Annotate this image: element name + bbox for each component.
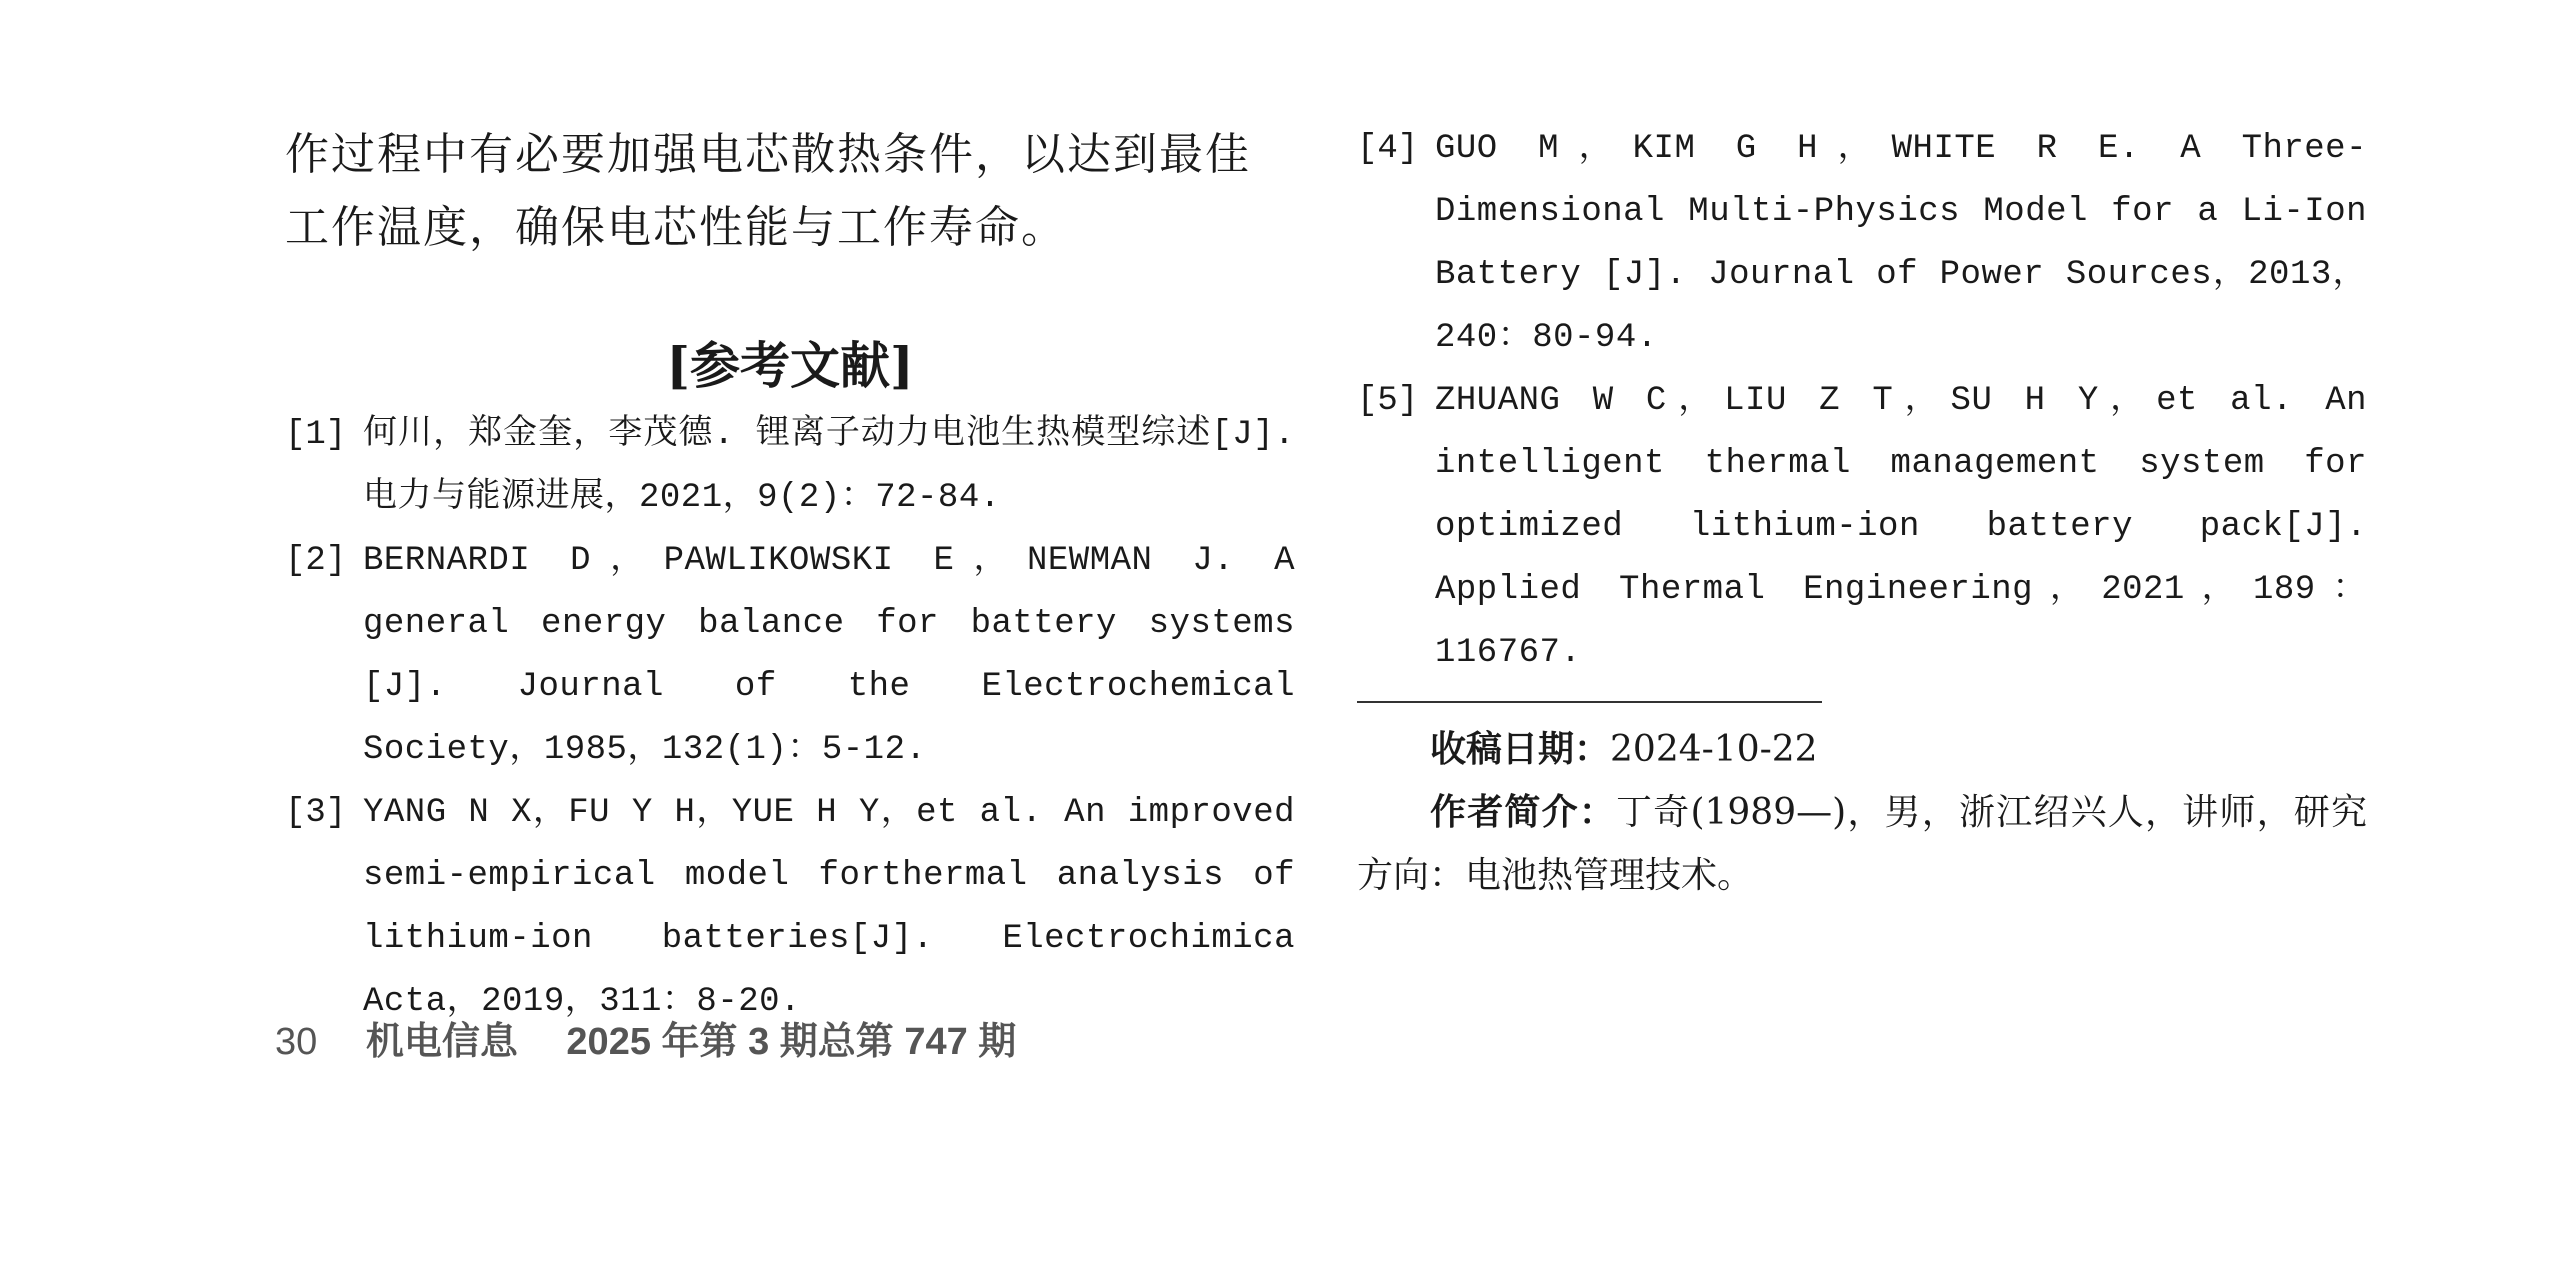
received-label: 收稿日期：: [1430, 729, 1611, 770]
reference-item-1: [285, 404, 1295, 530]
reference-text: BERNARDI D，PAWLIKOWSKI E，NEWMAN J. A general energy balance for battery systems [J]. Journal of the Electrochemical Society，1985，132(1)：5-12.: [363, 542, 1295, 769]
reference-text: YANG N X，FU Y H，YUE H Y，et al. An improved semi-empirical model forthermal analysis of lithium-ion batteries[J]. Electrochimica Acta，2019，311：8-20.: [363, 794, 1295, 1021]
footnote-divider: [1357, 701, 1822, 703]
received-value: 2024-10-22: [1610, 729, 1818, 770]
issue-info: 2025 年第 3 期总第 747 期: [566, 1021, 1017, 1063]
reference-number: [1]: [285, 416, 347, 454]
left-column: [285, 118, 1295, 1021]
author-bio: [1357, 781, 2367, 907]
author-value: 丁奇(1989—)，男，浙江绍兴人，讲师，研究方向：电池热管理技术。: [1357, 792, 2367, 896]
reference-text: ZHUANG W C，LIU Z T，SU H Y，et al. An intelligent thermal management system for optimized lithium-ion battery pack[J]. Applied Thermal Engineering，2021，189：116767.: [1435, 382, 2367, 672]
reference-number: [5]: [1357, 382, 1419, 420]
page-number: 30: [275, 1021, 318, 1063]
reference-list-left: [285, 404, 1295, 1034]
reference-item-3: [285, 782, 1295, 1034]
reference-text: GUO M，KIM G H，WHITE R E. A Three-Dimensional Multi-Physics Model for a Li-Ion Battery [J]. Journal of Power Sources，2013，240：80-94.: [1435, 130, 2367, 357]
references-heading: [参考文献]: [666, 336, 914, 395]
reference-item-2: [285, 530, 1295, 782]
journal-name: 机电信息: [365, 1021, 518, 1063]
reference-item-4: [1357, 118, 2367, 370]
page-footer: [275, 1010, 1016, 1065]
reference-list-right: [1357, 118, 2367, 685]
reference-number: [2]: [285, 542, 347, 580]
body-paragraph: 作过程中有必要加强电芯散热条件，以达到最佳工作温度，确保电芯性能与工作寿命。: [285, 129, 1251, 253]
reference-text: 何川，郑金奎，李茂德. 锂离子动力电池生热模型综述[J]. 电力与能源进展，2021，9(2)：72-84.: [363, 416, 1295, 517]
reference-number: [3]: [285, 794, 347, 832]
author-label: 作者简介：: [1430, 792, 1617, 833]
reference-item-5: [1357, 370, 2367, 685]
reference-number: [4]: [1357, 130, 1419, 168]
received-date: [1357, 718, 2367, 781]
